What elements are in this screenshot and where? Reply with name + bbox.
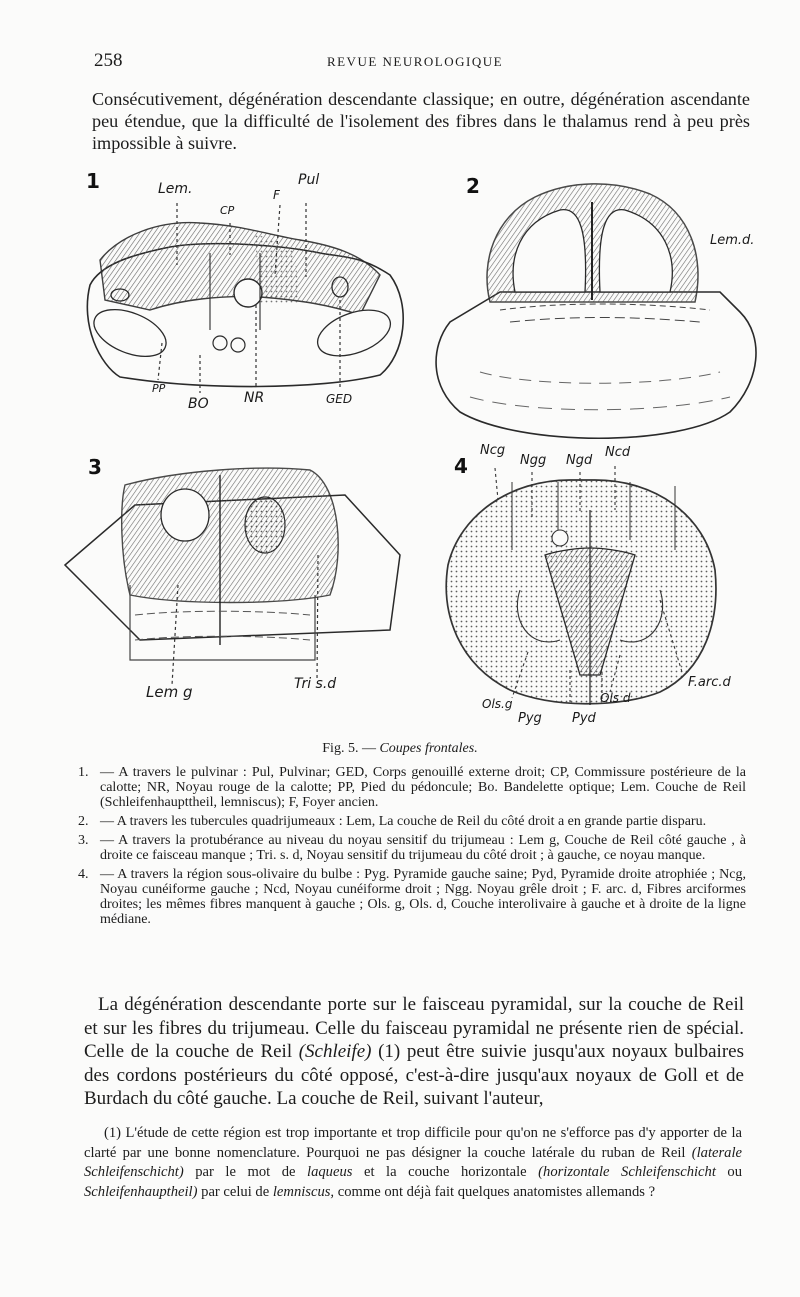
fn-t4: ou [727,1164,743,1181]
label-pyd: Pyd [572,711,596,726]
label-tri-sd: Tri s.d [294,676,337,692]
footnote-text [84,1124,742,1202]
figure-4 [420,440,765,735]
fn-t2: par le mot de [195,1164,296,1181]
figure-4-number: 4 [454,454,468,478]
fn-i5: lemniscus, [272,1183,335,1200]
legend-number: 1. [78,765,89,780]
fn-i3: (horizontale Schleifenschicht [538,1164,716,1181]
legend-text: — A travers la protubérance au niveau du noyau sensitif du trijumeau : Lem g, Couche de Reil côté gauche , à droite ce faisceau manque ; Tri. s. d, Noyau sensitif du trijumeau du côté droit ; à gauche, ce noyau manque. [100,833,746,863]
journal-title: REVUE NEUROLOGIQUE [326,54,504,69]
label-f: F [273,188,280,202]
legend-text: — A travers la région sous-olivaire du bulbe : Pyg. Pyramide gauche saine; Pyd, Pyramide droite atrophiée ; Ncg, Noyau cunéiforme gauche ; Ncd, Noyau cunéiforme droit ; Ngg. Noyau grêle droit ; F. arc. d, Fibres arciformes droites; les mêmes fibres manquent à gauche ; Ols. g, Ols. d, Couche interolivaire à gauche et à droite de la ligne médiane. [100,867,746,927]
legend-text: — A travers les tubercules quadrijumeaux : Lem, La couche de Reil du côté droit a en grande partie disparu. [100,814,707,829]
intro-text: Consécutivement, dégénération descendante classique; en outre, dégénération ascendante peu étendue, que la difficulté de l'isolement des fibres dans le thalamus rend à peu près impossible à suivre. [92,89,750,153]
legend-item [78,833,746,863]
label-ncd: Ncd [605,445,631,460]
fn-i4: Schleifenhauptheil) [84,1183,198,1200]
label-lem-d: Lem.d. [710,233,755,248]
figure-2-number: 2 [466,174,480,198]
label-lem: Lem. [158,181,193,197]
label-pp: PP [152,382,166,395]
figure-3-number: 3 [88,455,102,479]
label-ncg: Ncg [480,443,506,458]
label-ngg: Ngg [520,453,547,468]
fn-t5: par celui de [201,1183,270,1200]
fn-i1: (laterale Schleifenschicht) [84,1144,742,1181]
figure-3-drawing [60,445,415,720]
legend-item [78,814,746,829]
fn-t6: comme ont déjà fait quelques anatomistes allemands ? [337,1183,656,1200]
label-cp: CP [220,204,235,217]
intro-paragraph [92,88,750,154]
fn-i2: laqueus [307,1164,353,1181]
figure-3 [60,445,415,720]
label-olsg: Ols.g [482,697,513,711]
legend-number: 2. [78,814,89,829]
body-text [84,993,744,1111]
body-paragraph [84,993,744,1111]
figure-1-number: 1 [86,169,100,193]
figure-4-drawing [420,440,765,735]
fn-t1: (1) L'étude de cette région est trop importante et trop difficile pour qu'on ne s'efforce pas d'y apporter de la clarté par une bonne nomenclature. Pourquoi ne pas désigner la couche latérale du ruban de Reil [84,1125,742,1161]
legend-item [78,867,746,927]
label-pyg: Pyg [518,711,542,726]
body-part-2: (1) peut être suivie jusqu'aux noyaux bulbaires des cordons postérieurs du côté opposé, c'est-à-dire jusqu'aux noyaux de Goll et de Burdach du côté gauche. La couche de Reil, suivant l'auteur, [84,1041,744,1109]
label-bo: BO [188,396,209,412]
legend-item [78,765,746,810]
footnote [84,1124,742,1202]
legend-number: 4. [78,867,89,882]
legend-number: 3. [78,833,89,848]
figure-2 [420,172,765,447]
caption-prefix: Fig. 5. — [322,741,380,756]
body-schleife: (Schleife) [298,1041,372,1062]
label-farcd: F.arc.d [688,675,731,690]
figure-1 [60,165,415,435]
label-nr: NR [244,390,265,406]
label-lem-g: Lem g [146,683,193,701]
label-ged: GED [326,392,353,406]
figure-legend [78,765,746,931]
page-header [90,50,740,76]
figure-2-drawing [420,172,765,447]
legend-text: — A travers le pulvinar : Pul, Pulvinar; GED, Corps genouillé externe droit; CP, Commissure postérieure de la calotte; NR, Noyau rouge de la calotte; PP, Pied du pédoncule; Bo. Bandelette optique; Lem. Couche de Reil (Schleifenhaupttheil, lemniscus); F, Foyer ancien. [100,765,746,810]
label-ngd: Ngd [566,453,593,468]
caption-title: Coupes frontales. [379,741,478,756]
figure-1-drawing [60,165,415,435]
body-part-1: La dégénération descendante porte sur le faisceau pyramidal, sur la couche de Reil et sur les fibres du trijumeau. Celle du faisceau pyramidal ne présente rien de spécial. Celle de la couche de Reil [84,994,744,1062]
page-number: 258 [94,50,123,71]
fn-t3: et la couche horizontale [363,1164,527,1181]
label-olsd: Ols d [600,691,631,705]
label-pul: Pul [298,172,320,188]
figure-caption [0,741,800,757]
